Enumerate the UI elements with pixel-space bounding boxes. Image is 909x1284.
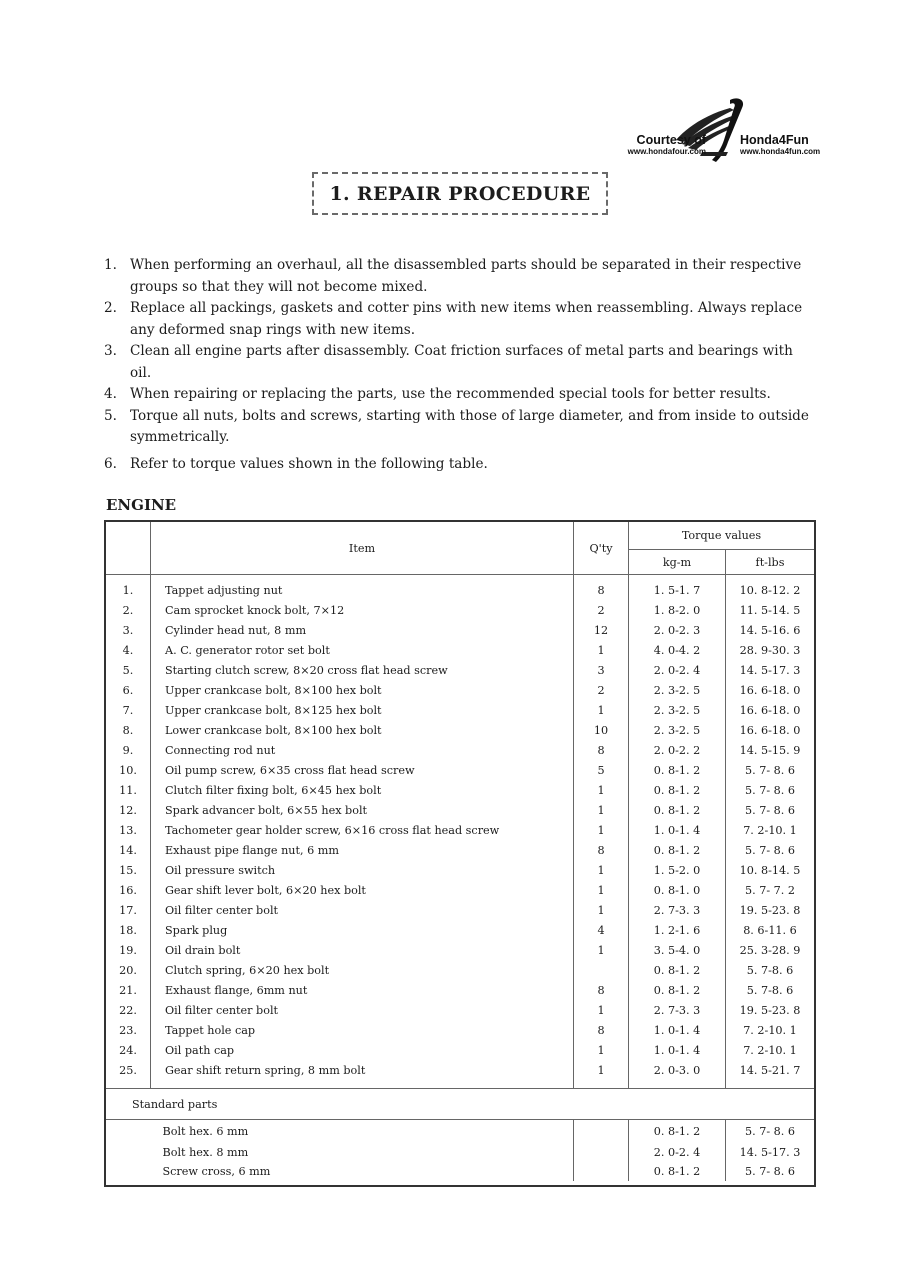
row-item: Lower crankcase bolt, 8×100 hex bolt xyxy=(151,721,574,741)
row-number: 24. xyxy=(106,1040,151,1060)
row-kgm: 0. 8-1. 2 xyxy=(629,801,726,821)
row-qty: 1 xyxy=(574,701,629,721)
row-number: 21. xyxy=(106,980,151,1000)
row-number: 6. xyxy=(106,681,151,701)
row-ftlbs: 19. 5-23. 8 xyxy=(739,903,801,917)
row-ftlbs: 10. 8-14. 5 xyxy=(739,864,801,878)
row-qty: 2 xyxy=(574,681,629,701)
procedure-text: Torque all nuts, bolts and screws, starting with those of large diameter, and from inside to outside symmetrically. xyxy=(130,407,809,445)
logo-left-name: Courtesy of xyxy=(636,133,706,147)
table-row xyxy=(106,841,814,861)
row-item: Starting clutch screw, 8×20 cross flat head screw xyxy=(151,661,574,681)
row-qty: 1 xyxy=(574,821,629,841)
table-header-row xyxy=(106,522,814,550)
procedure-item xyxy=(104,406,816,449)
row-item: Gear shift return spring, 8 mm bolt xyxy=(151,1060,574,1080)
procedure-item xyxy=(104,298,816,341)
standard-qty xyxy=(574,1162,629,1181)
row-number: 16. xyxy=(106,881,151,901)
table-row xyxy=(106,621,814,641)
row-item: Oil filter center bolt xyxy=(151,1000,574,1020)
row-kgm: 2. 0-3. 0 xyxy=(629,1060,726,1080)
row-number: 12. xyxy=(106,801,151,821)
table-row xyxy=(106,761,814,781)
spacer-cell xyxy=(106,1080,151,1089)
table-row xyxy=(106,960,814,980)
row-ftlbs: 14. 5-16. 6 xyxy=(739,624,801,638)
table-row xyxy=(106,980,814,1000)
row-item: Tappet hole cap xyxy=(151,1020,574,1040)
row-kgm: 2. 3-2. 5 xyxy=(629,701,726,721)
table-row xyxy=(106,1060,814,1080)
standard-blank xyxy=(106,1120,151,1144)
row-item: Oil filter center bolt xyxy=(151,901,574,921)
row-ftlbs: 28. 9-30. 3 xyxy=(739,644,801,658)
row-number: 18. xyxy=(106,920,151,940)
procedure-text: Refer to torque values shown in the following table. xyxy=(130,455,488,472)
row-number: 4. xyxy=(106,641,151,661)
standard-item: Bolt hex. 6 mm xyxy=(151,1120,574,1144)
row-item: Upper crankcase bolt, 8×100 hex bolt xyxy=(151,681,574,701)
table-row xyxy=(106,661,814,681)
row-ftlbs: 5. 7- 8. 6 xyxy=(744,844,796,858)
row-ftlbs: 19. 5-23. 8 xyxy=(739,1003,801,1017)
table-row xyxy=(106,1040,814,1060)
table-row xyxy=(106,861,814,881)
row-ftlbs: 5. 7- 8. 6 xyxy=(744,784,796,798)
row-number: 20. xyxy=(106,960,151,980)
procedure-text: When performing an overhaul, all the disassembled parts should be separated in their respective groups so that they will not become mixed. xyxy=(130,257,802,295)
row-qty: 1 xyxy=(574,801,629,821)
procedure-number: 3. xyxy=(104,343,117,359)
table-row xyxy=(106,721,814,741)
row-number: 10. xyxy=(106,761,151,781)
row-number: 22. xyxy=(106,1000,151,1020)
row-qty: 8 xyxy=(574,1020,629,1040)
row-kgm: 1. 0-1. 4 xyxy=(629,1040,726,1060)
header-number xyxy=(106,522,151,575)
row-qty: 1 xyxy=(574,881,629,901)
row-ftlbs: 5. 7- 7. 2 xyxy=(744,884,796,898)
row-item: Oil path cap xyxy=(151,1040,574,1060)
row-kgm: 1. 0-1. 4 xyxy=(629,1020,726,1040)
row-ftlbs: 8. 6-11. 6 xyxy=(743,923,797,937)
row-kgm: 1. 0-1. 4 xyxy=(629,821,726,841)
row-qty: 1 xyxy=(574,901,629,921)
row-item: A. C. generator rotor set bolt xyxy=(151,641,574,661)
row-item: Cam sprocket knock bolt, 7×12 xyxy=(151,601,574,621)
standard-part-row xyxy=(106,1162,814,1181)
header-torque: Torque values xyxy=(629,522,815,550)
row-number: 13. xyxy=(106,821,151,841)
row-qty: 8 xyxy=(574,741,629,761)
row-qty: 8 xyxy=(574,841,629,861)
table-row xyxy=(106,801,814,821)
row-qty: 1 xyxy=(574,1040,629,1060)
spacer-cell xyxy=(574,1080,629,1089)
table-row xyxy=(106,1000,814,1020)
row-kgm: 0. 8-1. 2 xyxy=(629,841,726,861)
table-row xyxy=(106,701,814,721)
row-ftlbs: 7. 2-10. 1 xyxy=(743,1023,797,1037)
standard-item: Screw cross, 6 mm xyxy=(151,1162,574,1181)
row-item: Spark plug xyxy=(151,920,574,940)
standard-part-row xyxy=(106,1120,814,1144)
row-number: 14. xyxy=(106,841,151,861)
row-item: Exhaust pipe flange nut, 6 mm xyxy=(151,841,574,861)
row-ftlbs: 7. 2-10. 1 xyxy=(743,824,797,838)
row-qty: 1 xyxy=(574,940,629,960)
procedure-item xyxy=(104,341,816,384)
logo-right-name: Honda4Fun xyxy=(740,133,809,147)
row-ftlbs: 16. 6-18. 0 xyxy=(739,684,801,698)
procedure-text: Clean all engine parts after disassembly. Coat friction surfaces of metal parts and bearings with oil. xyxy=(130,343,793,381)
row-item: Upper crankcase bolt, 8×125 hex bolt xyxy=(151,701,574,721)
row-ftlbs: 16. 6-18. 0 xyxy=(739,704,801,718)
section-title-box xyxy=(312,172,608,215)
row-kgm: 2. 3-2. 5 xyxy=(629,721,726,741)
row-kgm: 3. 5-4. 0 xyxy=(629,940,726,960)
row-kgm: 0. 8-1. 2 xyxy=(629,980,726,1000)
spacer-cell xyxy=(726,1080,815,1089)
row-item: Exhaust flange, 6mm nut xyxy=(151,980,574,1000)
row-qty: 1 xyxy=(574,641,629,661)
spacer-cell xyxy=(151,1080,574,1089)
standard-kgm: 2. 0-2. 4 xyxy=(629,1143,726,1162)
header-item: Item xyxy=(151,522,574,575)
row-qty: 12 xyxy=(574,621,629,641)
row-number: 3. xyxy=(106,621,151,641)
row-item: Oil drain bolt xyxy=(151,940,574,960)
logo-right-url: www.honda4fun.com xyxy=(740,147,821,156)
row-ftlbs: 7. 2-10. 1 xyxy=(743,1043,797,1057)
row-number: 23. xyxy=(106,1020,151,1040)
table-row xyxy=(106,641,814,661)
row-item: Oil pump screw, 6×35 cross flat head screw xyxy=(151,761,574,781)
header-kgm: kg-m xyxy=(629,550,726,575)
row-ftlbs: 14. 5-17. 3 xyxy=(739,664,801,678)
table-row xyxy=(106,575,814,601)
table-row xyxy=(106,881,814,901)
standard-qty xyxy=(574,1143,629,1162)
row-number: 7. xyxy=(106,701,151,721)
standard-kgm: 0. 8-1. 2 xyxy=(629,1120,726,1144)
spacer-cell xyxy=(629,1080,726,1089)
procedure-text: When repairing or replacing the parts, use the recommended special tools for better results. xyxy=(130,386,771,402)
row-kgm: 1. 8-2. 0 xyxy=(629,601,726,621)
row-number: 2. xyxy=(106,601,151,621)
row-number: 25. xyxy=(106,1060,151,1080)
standard-ftlbs: 14. 5-17. 3 xyxy=(739,1146,801,1160)
row-ftlbs: 16. 6-18. 0 xyxy=(739,724,801,738)
row-item: Gear shift lever bolt, 6×20 hex bolt xyxy=(151,881,574,901)
row-item: Connecting rod nut xyxy=(151,741,574,761)
row-number: 15. xyxy=(106,861,151,881)
procedure-item xyxy=(104,454,816,476)
table-row xyxy=(106,940,814,960)
row-qty: 1 xyxy=(574,1000,629,1020)
row-qty: 5 xyxy=(574,761,629,781)
procedure-text: Replace all packings, gaskets and cotter pins with new items when reassembling. Always replace any deformed snap rings with new items. xyxy=(130,300,803,338)
row-kgm: 0. 8-1. 2 xyxy=(629,781,726,801)
row-item: Oil pressure switch xyxy=(151,861,574,881)
header-ftlbs: ft-lbs xyxy=(755,555,785,569)
row-kgm: 4. 0-4. 2 xyxy=(629,641,726,661)
standard-blank xyxy=(106,1143,151,1162)
procedure-number: 5. xyxy=(104,407,117,424)
courtesy-logo xyxy=(576,96,826,166)
procedure-item xyxy=(104,384,816,406)
row-kgm: 2. 0-2. 2 xyxy=(629,741,726,761)
row-ftlbs: 25. 3-28. 9 xyxy=(739,943,801,957)
row-qty: 10 xyxy=(574,721,629,741)
row-ftlbs: 5. 7-8. 6 xyxy=(746,963,794,977)
row-qty: 8 xyxy=(574,980,629,1000)
standard-ftlbs: 5. 7- 8. 6 xyxy=(744,1165,796,1179)
table-row xyxy=(106,781,814,801)
row-kgm: 1. 5-1. 7 xyxy=(629,575,726,601)
procedure-number: 6. xyxy=(104,455,117,472)
row-item: Tachometer gear holder screw, 6×16 cross flat head screw xyxy=(151,821,574,841)
standard-parts-label: Standard parts xyxy=(106,1089,814,1120)
header-qty: Q'ty xyxy=(574,522,629,575)
row-kgm: 1. 5-2. 0 xyxy=(629,861,726,881)
row-number: 19. xyxy=(106,940,151,960)
standard-blank xyxy=(106,1162,151,1181)
section-title: 1. REPAIR PROCEDURE xyxy=(329,182,591,205)
row-qty: 4 xyxy=(574,920,629,940)
standard-part-row xyxy=(106,1143,814,1162)
table-row xyxy=(106,601,814,621)
procedure-list xyxy=(104,255,816,475)
standard-ftlbs: 5. 7- 8. 6 xyxy=(726,1120,815,1144)
row-number: 9. xyxy=(106,741,151,761)
row-number: 8. xyxy=(106,721,151,741)
row-kgm: 0. 8-1. 2 xyxy=(629,960,726,980)
torque-table xyxy=(104,520,816,1187)
table-row xyxy=(106,681,814,701)
standard-item: Bolt hex. 8 mm xyxy=(151,1143,574,1162)
row-kgm: 1. 2-1. 6 xyxy=(629,920,726,940)
table-row xyxy=(106,1020,814,1040)
table-row xyxy=(106,901,814,921)
engine-heading: ENGINE xyxy=(106,496,177,514)
row-item: Tappet adjusting nut xyxy=(151,575,574,601)
standard-parts-row xyxy=(106,1089,814,1120)
row-ftlbs: 10. 8-12. 2 xyxy=(726,575,815,601)
row-qty xyxy=(574,960,629,980)
row-ftlbs: 5. 7- 8. 6 xyxy=(744,804,796,818)
row-item: Cylinder head nut, 8 mm xyxy=(151,621,574,641)
row-qty: 8 xyxy=(574,575,629,601)
row-kgm: 2. 0-2. 4 xyxy=(629,661,726,681)
logo-left-url: www.hondafour.com xyxy=(627,147,706,156)
row-kgm: 2. 7-3. 3 xyxy=(629,901,726,921)
row-number: 11. xyxy=(106,781,151,801)
row-kgm: 2. 0-2. 3 xyxy=(629,621,726,641)
row-ftlbs: 5. 7-8. 6 xyxy=(746,983,794,997)
row-ftlbs: 14. 5-21. 7 xyxy=(739,1063,801,1077)
row-kgm: 0. 8-1. 2 xyxy=(629,761,726,781)
row-ftlbs: 5. 7- 8. 6 xyxy=(744,764,796,778)
row-number: 17. xyxy=(106,901,151,921)
table-row xyxy=(106,920,814,940)
row-item: Clutch spring, 6×20 hex bolt xyxy=(151,960,574,980)
row-number: 1. xyxy=(106,575,151,601)
row-qty: 1 xyxy=(574,1060,629,1080)
row-ftlbs: 11. 5-14. 5 xyxy=(739,604,801,618)
row-number: 5. xyxy=(106,661,151,681)
standard-qty xyxy=(574,1120,629,1144)
standard-kgm: 0. 8-1. 2 xyxy=(629,1162,726,1181)
row-kgm: 2. 7-3. 3 xyxy=(629,1000,726,1020)
table-spacer-row xyxy=(106,1080,814,1089)
table-row xyxy=(106,821,814,841)
row-kgm: 0. 8-1. 0 xyxy=(629,881,726,901)
row-qty: 2 xyxy=(574,601,629,621)
row-qty: 1 xyxy=(574,861,629,881)
row-item: Clutch filter fixing bolt, 6×45 hex bolt xyxy=(151,781,574,801)
row-kgm: 2. 3-2. 5 xyxy=(629,681,726,701)
table-row xyxy=(106,741,814,761)
row-ftlbs: 14. 5-15. 9 xyxy=(739,744,801,758)
procedure-item xyxy=(104,255,816,298)
row-item: Spark advancer bolt, 6×55 hex bolt xyxy=(151,801,574,821)
procedure-number: 2. xyxy=(104,300,117,316)
row-qty: 3 xyxy=(574,661,629,681)
procedure-number: 1. xyxy=(104,257,117,273)
row-qty: 1 xyxy=(574,781,629,801)
procedure-number: 4. xyxy=(104,386,117,402)
